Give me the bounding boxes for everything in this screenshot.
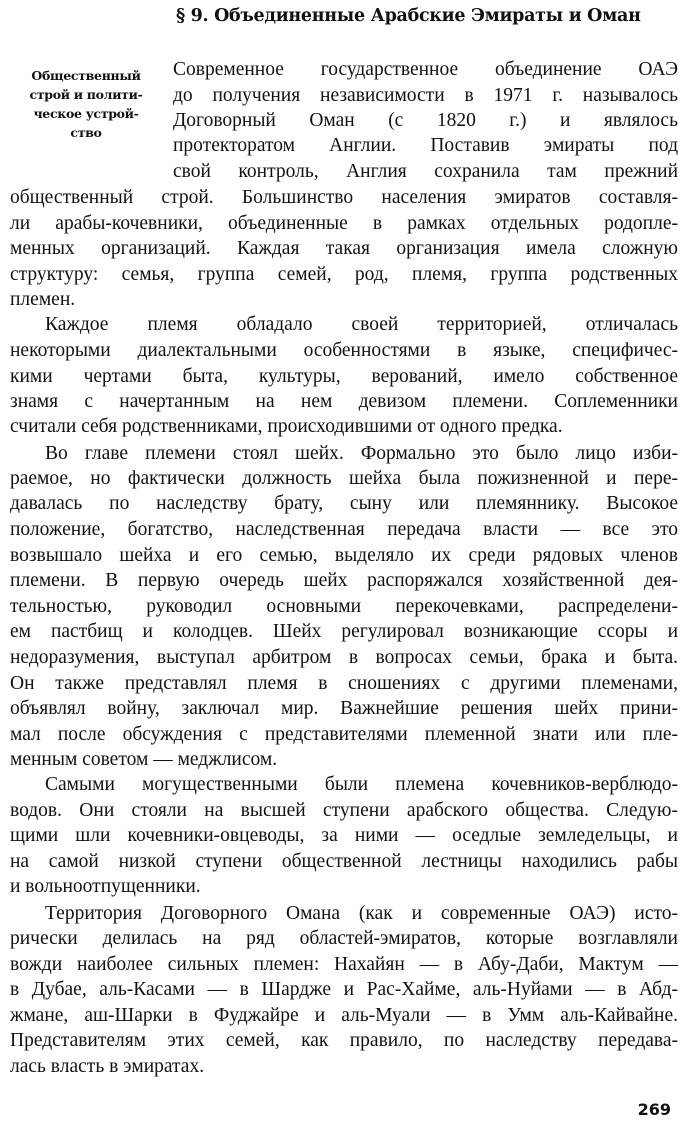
text-line: возвышало шейха и его семью, выделяло их среди рядовых членов <box>10 545 678 566</box>
text-line: свой контроль, Англия сохранила там прежний <box>173 161 678 182</box>
text-line: мал после обсуждения с представителями племенной знати или пле- <box>10 724 678 745</box>
text-line: Он также представлял племя в сношениях с другими племенами, <box>10 673 678 694</box>
text-line: в Дубае, аль-Касами — в Шардже и Рас-Хайме, аль-Нуйами — в Абд- <box>10 979 678 1000</box>
text-line: давалась по наследству брату, сыну или племяннику. Высокое <box>10 493 678 514</box>
text-line: Представителям этих семей, как правило, по наследству передава- <box>10 1030 678 1051</box>
margin-note-line: ческое устрой- <box>33 106 139 121</box>
margin-note-line: Общественный <box>31 68 141 83</box>
text-line: протекторатом Англии. Поставив эмираты под <box>173 135 678 156</box>
margin-note-line: строй и полити- <box>29 87 143 102</box>
text-line: Самыми могущественными были племена кочевников-верблюдо- <box>45 774 678 795</box>
text-line: на самой низкой ступени общественной лестницы находились рабы <box>10 851 678 872</box>
text-line: недоразумения, выступал арбитром в вопросах семьи, брака и быта. <box>10 647 678 668</box>
text-line: объявлял войну, заключал мир. Важнейшие решения шейх прини- <box>10 698 678 719</box>
text-line: некоторыми диалектальными особенностями в языке, специфичес- <box>10 340 678 361</box>
text-line: племен. <box>10 289 76 310</box>
text-line: считали себя родственниками, происходившими от одного предка. <box>10 416 563 437</box>
text-line: знамя с начертанным на нем девизом племени. Соплеменники <box>10 391 678 412</box>
text-line: до получения независимости в 1971 г. называлось <box>173 85 678 106</box>
text-line: жмане, аш-Шарки в Фуджайре и аль-Муали — в Умм аль-Кайвайне. <box>10 1005 678 1026</box>
text-line: Во главе племени стоял шейх. Формально это было лицо изби- <box>45 443 678 464</box>
text-line: и вольноотпущенники. <box>10 876 201 897</box>
text-line: Договорный Оман (с 1820 г.) и являлось <box>173 110 678 131</box>
margin-note-line: ство <box>70 125 102 140</box>
text-line: ем пастбищ и колодцев. Шейх регулировал возникающие ссоры и <box>10 621 678 642</box>
text-line: лась власть в эмиратах. <box>10 1056 205 1077</box>
text-line: водов. Они стояли на высшей ступени арабского общества. Следую- <box>10 800 678 821</box>
text-line: общественный строй. Большинство населения эмиратов составля- <box>10 187 678 208</box>
text-line: ли арабы-кочевники, объединенные в рамках отдельных родопле- <box>10 213 678 234</box>
text-line: менным советом — меджлисом. <box>10 749 278 770</box>
text-line: Современное государственное объединение ОАЭ <box>173 59 678 80</box>
text-line: кими чертами быта, культуры, верований, имело собственное <box>10 366 678 387</box>
text-line: Территория Договорного Омана (как и современные ОАЭ) исто- <box>45 903 678 924</box>
text-line: раемое, но фактически должность шейха была пожизненной и пере- <box>10 468 678 489</box>
text-line: Каждое племя обладало своей территорией, отличалась <box>45 314 678 335</box>
page-number: 269 <box>637 1100 671 1119</box>
text-line: положение, богатство, наследственная передача власти — все это <box>10 519 678 540</box>
text-line: менных организаций. Каждая такая организация имела сложную <box>10 238 678 259</box>
text-line: вожди наиболее сильных племен: Нахайян — в Абу-Даби, Мактум — <box>10 954 678 975</box>
margin-note <box>10 66 162 142</box>
text-line: структуру: семья, группа семей, род, племя, группа родственных <box>10 264 678 285</box>
text-line: рически делилась на ряд областей-эмиратов, которые возглавляли <box>10 928 678 949</box>
section-heading: § 9. Объединенные Арабские Эмираты и Оман <box>176 6 641 26</box>
text-line: племени. В первую очередь шейх распоряжался хозяйственной дея- <box>10 570 678 591</box>
text-line: щими шли кочевники-овцеводы, за ними — оседлые земледельцы, и <box>10 825 678 846</box>
text-line: тельностью, руководил основными перекочевками, распределени- <box>10 596 678 617</box>
